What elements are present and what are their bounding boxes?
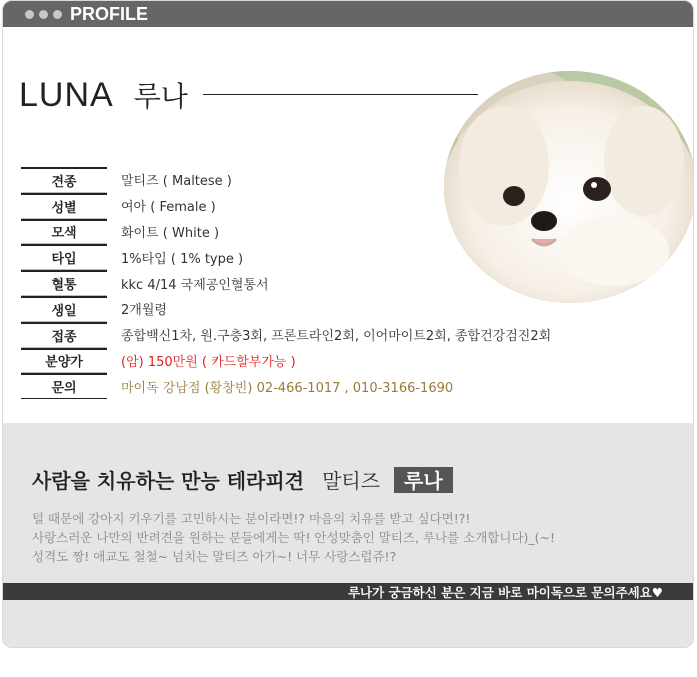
row-label: 접종 (51, 329, 77, 345)
table-row (21, 322, 551, 348)
promo-description (32, 509, 555, 566)
table-row (21, 244, 551, 270)
inquiry-banner[interactable] (3, 583, 693, 600)
row-label: 모색 (51, 226, 77, 242)
row-value: 여아 ( Female ) (121, 200, 216, 216)
header-bar (3, 1, 693, 27)
headline-light: 말티즈 (322, 469, 381, 493)
promo-headline (32, 465, 453, 494)
pet-name (19, 75, 188, 115)
row-label: 성별 (51, 200, 77, 216)
promo-line: 사랑스러운 나만의 반려견을 원하는 분들에게는 딱! 안성맞춤인 말티즈, 루나를 소개합니다)_(~! (32, 530, 556, 545)
contact-value[interactable]: 마이독 강남점 (황창빈) 02-466-1017 , 010-3166-1690 (121, 380, 454, 396)
window-dots-icon (25, 10, 62, 19)
promo-line: 털 때문에 강아지 키우기를 고민하시는 분이라면!? 마음의 치유를 받고 싶다면!?! (32, 511, 471, 526)
profile-card (2, 0, 694, 648)
row-value: 2개월령 (121, 303, 167, 319)
pet-name-en: LUNA (19, 76, 114, 114)
row-label: 타입 (51, 252, 77, 268)
inquiry-banner-text: 루나가 궁금하신 분은 지금 바로 마이독으로 문의주세요♥ (347, 584, 663, 600)
table-row (21, 373, 551, 399)
name-divider (203, 94, 478, 95)
row-label: 견종 (51, 174, 77, 190)
price-value: (암) 150만원 ( 카드할부가능 ) (121, 354, 296, 370)
headline-tag: 루나 (394, 467, 453, 493)
dot-icon (39, 10, 48, 19)
table-row (21, 219, 551, 245)
row-value: 종합백신1차, 원.구충3회, 프론트라인2회, 이어마이트2회, 종합건강검진2회 (121, 329, 552, 345)
row-label: 분양가 (45, 355, 83, 371)
dot-icon (25, 10, 34, 19)
headline-bold: 사람을 치유하는 만능 테라피견 (32, 469, 305, 493)
row-value: kkc 4/14 국제공인혈통서 (121, 277, 269, 293)
row-value: 1%타입 ( 1% type ) (121, 251, 244, 267)
row-value: 화이트 ( White ) (121, 225, 220, 241)
row-label: 생일 (51, 303, 77, 319)
table-row (21, 296, 551, 322)
row-label: 문의 (51, 381, 77, 397)
row-value: 말티즈 ( Maltese ) (121, 174, 232, 190)
table-row (21, 270, 551, 296)
table-row (21, 167, 551, 193)
promo-line: 성격도 짱! 애교도 철철~ 넘치는 말티즈 아가~! 너무 사랑스럽쥬!? (32, 549, 397, 564)
table-row (21, 348, 551, 374)
profile-table (21, 167, 551, 399)
table-row (21, 193, 551, 219)
pet-name-ko: 루나 (133, 80, 188, 113)
promo-section (3, 423, 693, 648)
dot-icon (53, 10, 62, 19)
header-title: PROFILE (70, 3, 149, 24)
row-label: 혈통 (51, 278, 77, 294)
